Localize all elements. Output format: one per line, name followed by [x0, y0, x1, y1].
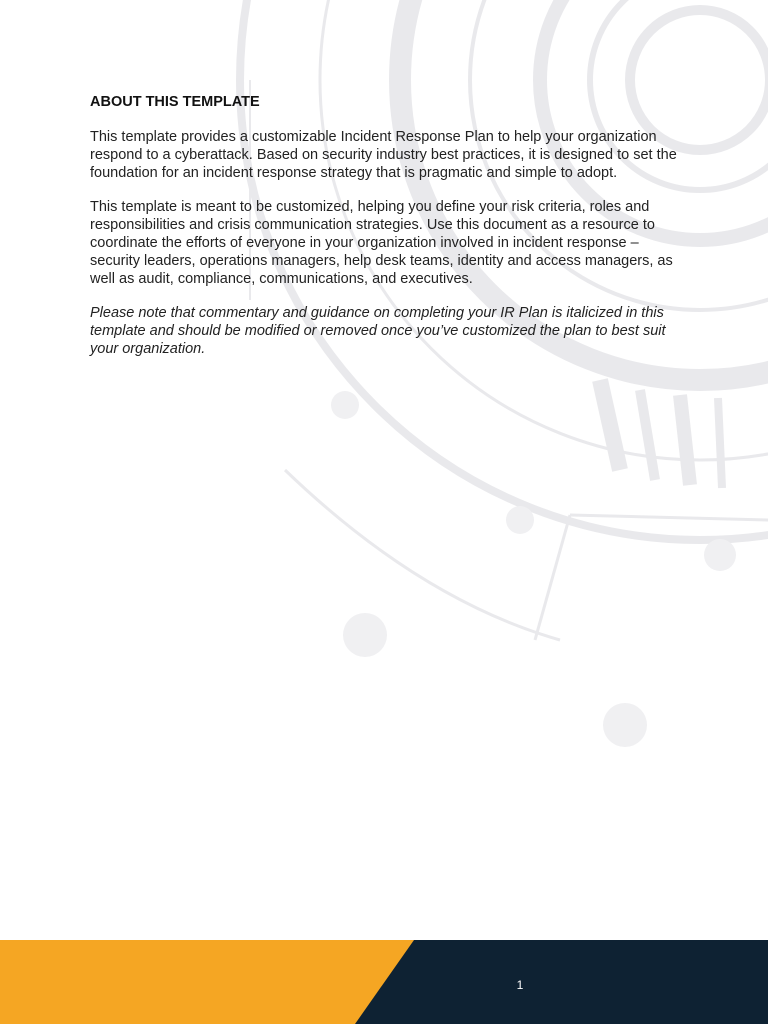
document-body: [90, 93, 690, 376]
customization-paragraph: This template is meant to be customized, helping you define your risk criteria, roles and responsibilities and crisis communication strategies. Use this document as a resource to coordinate the efforts of everyone in your organization involved in incident response – security leaders, operations managers, help desk teams, identity and access managers, as well as audit, compliance, communications, and executives.: [90, 199, 673, 287]
section-heading: ABOUT THIS TEMPLATE: [90, 94, 260, 110]
guidance-note-paragraph: Please note that commentary and guidance on completing your IR Plan is italicized in this template and should be modified or removed once you’ve customized the plan to best suit your organization.: [90, 305, 666, 357]
footer-band: [0, 940, 768, 1024]
intro-paragraph: This template provides a customizable Incident Response Plan to help your organization respond to a cyberattack. Based on security industry best practices, it is designed to set the foundation for an incident response strategy that is pragmatic and simple to adopt.: [90, 129, 677, 181]
footer-orange-band: [0, 940, 414, 1024]
page-number: 1: [516, 978, 524, 992]
